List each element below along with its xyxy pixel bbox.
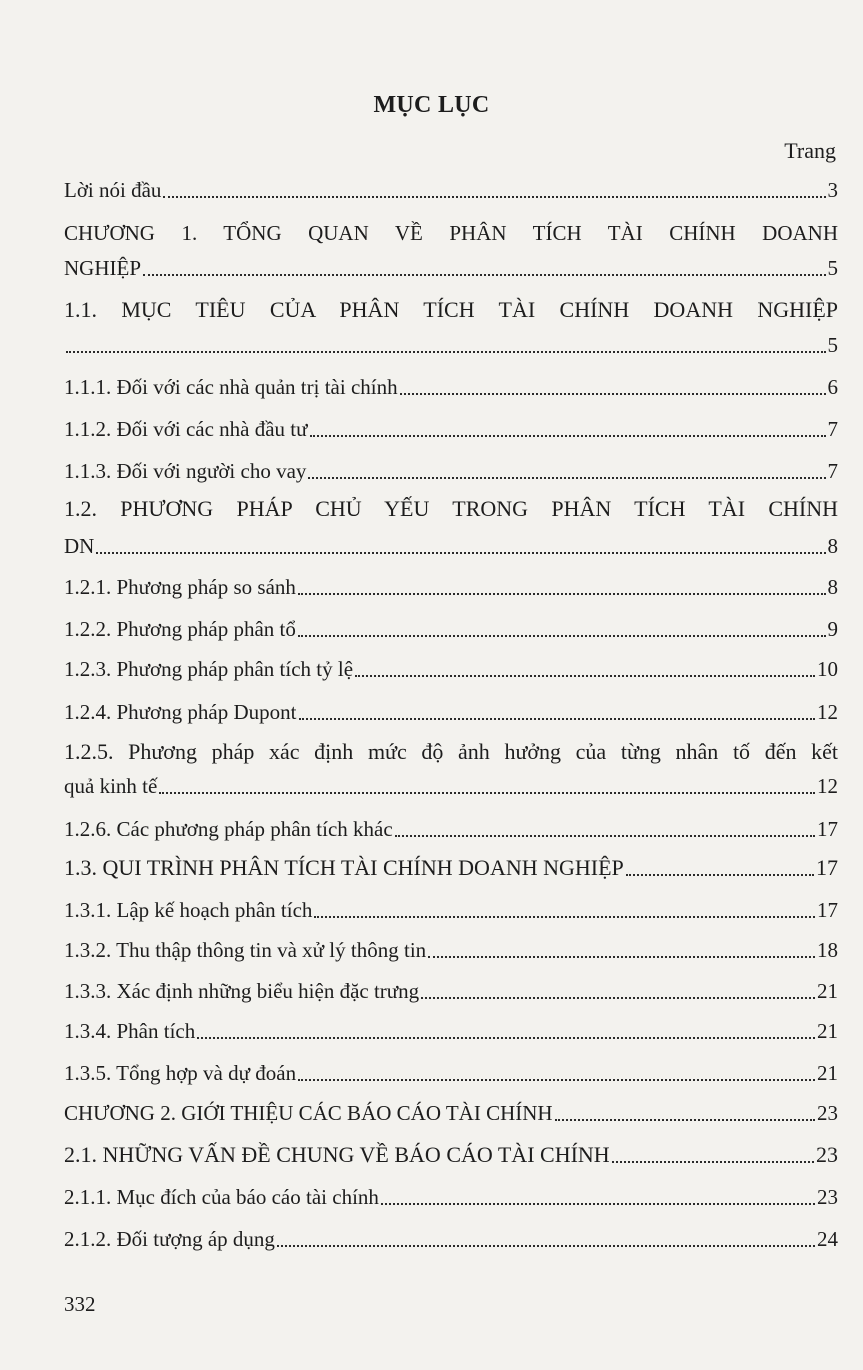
- toc-entry: 1.2.1. Phương pháp so sánh 8: [64, 572, 838, 602]
- toc-page-number: 8: [827, 575, 838, 599]
- toc-entry: 2.1.2. Đối tượng áp dụng 24: [64, 1224, 838, 1254]
- toc-entry: CHƯƠNG 2. GIỚI THIỆU CÁC BÁO CÁO TÀI CHÍNH 23: [64, 1098, 838, 1128]
- toc-entry: NGHIỆP 5: [64, 253, 838, 283]
- dot-leader: [428, 955, 815, 958]
- dot-leader: [381, 1202, 815, 1205]
- toc-page-number: 5: [827, 333, 838, 357]
- dot-leader: [66, 350, 826, 353]
- toc-entry: 1.2.3. Phương pháp phân tích tỷ lệ 10: [64, 654, 838, 684]
- dot-leader: [159, 791, 815, 794]
- toc-entry-heading: 1.2. PHƯƠNG PHÁP CHỦ YẾU TRONG PHÂN TÍCH TÀI CHÍNH: [64, 496, 838, 521]
- toc-page-number: 17: [817, 898, 838, 922]
- dot-leader: [612, 1160, 814, 1163]
- toc-page-number: 23: [817, 1185, 838, 1209]
- toc-page-number: 6: [827, 375, 838, 399]
- toc-page-number: 21: [817, 1061, 838, 1085]
- toc-entry-heading: 1.1. MỤC TIÊU CỦA PHÂN TÍCH TÀI CHÍNH DOANH NGHIỆP: [64, 297, 838, 322]
- page-title: MỤC LỤC: [373, 92, 490, 118]
- toc-page-number: 18: [817, 938, 838, 962]
- toc-page-number: 12: [817, 774, 838, 798]
- toc-page-number: 17: [816, 855, 838, 880]
- dot-leader: [298, 592, 826, 595]
- toc-entry: 1.1.1. Đối với các nhà quản trị tài chính 6: [64, 372, 838, 402]
- toc-entry: quả kinh tế 12: [64, 771, 838, 801]
- toc-entry: 1.3.1. Lập kế hoạch phân tích 17: [64, 895, 838, 925]
- dot-leader: [163, 195, 825, 198]
- toc-entry: 1.2.6. Các phương pháp phân tích khác 17: [64, 814, 838, 844]
- dot-leader: [314, 915, 815, 918]
- dot-leader: [299, 717, 816, 720]
- dot-leader: [626, 873, 814, 876]
- toc-page-number: 5: [827, 256, 838, 280]
- page-footer-number: 332: [64, 1292, 96, 1316]
- toc-page-number: 21: [817, 1019, 838, 1043]
- dot-leader: [421, 996, 815, 999]
- toc-page-number: 7: [827, 459, 838, 483]
- dot-leader: [96, 551, 825, 554]
- toc-entry: 1.2.4. Phương pháp Dupont 12: [64, 697, 838, 727]
- toc-entry-heading: 1.2.5. Phương pháp xác định mức độ ảnh hưởng của từng nhân tố đến kết: [64, 739, 838, 764]
- toc-entry: 1.3.5. Tổng hợp và dự đoán 21: [64, 1058, 838, 1088]
- toc-entry: [64, 330, 838, 360]
- dot-leader: [555, 1118, 815, 1121]
- dot-leader: [298, 634, 826, 637]
- toc-page-number: 12: [817, 700, 838, 724]
- toc-entry: 1.3. QUI TRÌNH PHÂN TÍCH TÀI CHÍNH DOANH NGHIỆP 17: [64, 853, 838, 883]
- dot-leader: [308, 476, 825, 479]
- toc-page-number: 17: [817, 817, 838, 841]
- toc-entry: 1.1.3. Đối với người cho vay 7: [64, 456, 838, 486]
- toc-entry-heading: CHƯƠNG 1. TỔNG QUAN VỀ PHÂN TÍCH TÀI CHÍNH DOANH: [64, 221, 838, 245]
- toc-page-number: 23: [816, 1142, 838, 1167]
- toc-page-number: 9: [827, 617, 838, 641]
- dot-leader: [298, 1078, 815, 1081]
- dot-leader: [277, 1244, 815, 1247]
- toc-entry: 1.3.2. Thu thập thông tin và xử lý thông tin 18: [64, 935, 838, 965]
- toc-page-number: 21: [817, 979, 838, 1003]
- toc-entry: 2.1.1. Mục đích của báo cáo tài chính 23: [64, 1182, 838, 1212]
- toc-entry: Lời nói đầu 3: [64, 175, 838, 205]
- toc-entry: 2.1. NHỮNG VẤN ĐỀ CHUNG VỀ BÁO CÁO TÀI CHÍNH 23: [64, 1140, 838, 1170]
- dot-leader: [197, 1036, 815, 1039]
- page-column-header: Trang: [784, 138, 836, 163]
- dot-leader: [400, 392, 826, 395]
- dot-leader: [355, 674, 815, 677]
- toc-page-number: 7: [827, 417, 838, 441]
- toc-page-number: 3: [827, 178, 838, 202]
- dot-leader: [395, 834, 815, 837]
- toc-page-number: 23: [817, 1101, 838, 1125]
- toc-page-number: 24: [817, 1227, 838, 1251]
- toc-entry: 1.3.3. Xác định những biểu hiện đặc trưng 21: [64, 976, 838, 1006]
- toc-page-number: 10: [817, 657, 838, 681]
- dot-leader: [310, 434, 826, 437]
- toc-entry: 1.2.2. Phương pháp phân tổ 9: [64, 614, 838, 644]
- toc-entry: 1.3.4. Phân tích 21: [64, 1016, 838, 1046]
- dot-leader: [143, 273, 826, 276]
- toc-page-number: 8: [827, 534, 838, 558]
- toc-entry: 1.1.2. Đối với các nhà đầu tư 7: [64, 414, 838, 444]
- toc-entry: DN 8: [64, 531, 838, 561]
